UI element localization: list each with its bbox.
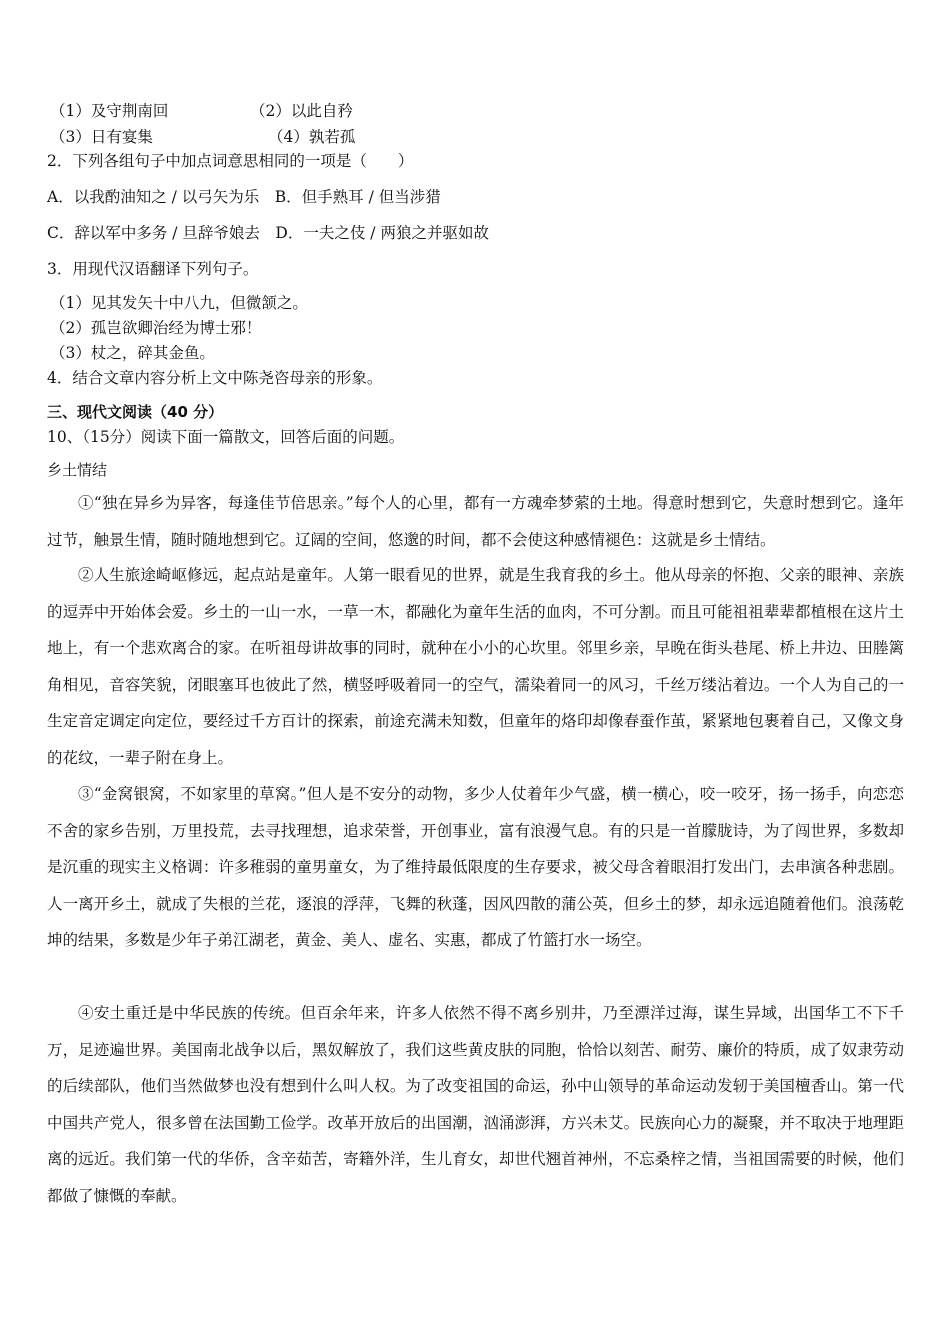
q1-option-4: （4）孰若孤 <box>268 128 356 146</box>
essay-paragraph-1: ①“独在异乡为异客，每逢佳节倍思亲。”每个人的心里，都有一方魂牵梦萦的土地。得意时想到它，失意时想到它。逢年过节，触景生情，随时随地想到它。辽阔的空间，悠邈的时间，都不会使这种感情褪色：这就是乡土情结。 <box>47 494 904 549</box>
essay-title: 乡土情结 <box>47 461 108 479</box>
q3-item-2: （2）孤岂欲卿治经为博士邪！ <box>50 319 262 337</box>
q3-item-3: （3）杖之，碎其金鱼。 <box>50 344 215 362</box>
essay-paragraph-4: ④安土重迁是中华民族的传统。但百余年来，许多人依然不得不离乡别井，乃至漂洋过海，谋生异域，出国华工不下千万，足迹遍世界。美国南北战争以后，黑奴解放了，我们这些黄皮肤的同胞，恰恰以刻苦、耐劳、廉价的特质，成了奴隶劳动的后续部队，他们当然做梦也没有想到什么叫人权。为了改变祖国的命运，孙中山领导的革命运动发轫于美国檀香山。第一代中国共产党人，很多曾在法国勤工俭学。改革开放后的出国潮，汹涌澎湃，方兴未艾。民族向心力的凝聚，并不取决于地理距离的远近。我们第一代的华侨，含辛茹苦，寄籍外洋，生儿育女，却世代翘首神州，不忘桑梓之情，当祖国需要的时候，他们都做了慷慨的奉献。 <box>47 1004 904 1205</box>
q2-stem: 2．下列各组句子中加点词意思相同的一项是（ ） <box>47 152 414 170</box>
q2-options-ab: A．以我酌油知之 / 以弓矢为乐 B．但手熟耳 / 但当涉猎 <box>47 188 441 206</box>
q1-option-2: （2）以此自矜 <box>250 102 353 120</box>
section-heading: 三、现代文阅读（40 分） <box>47 403 224 421</box>
q1-option-1: （1）及守荆南回 <box>50 102 169 120</box>
q3-item-1: （1）见其发矢十中八九，但微颔之。 <box>50 294 308 312</box>
q2-options-cd: C．辞以军中多务 / 旦辞爷娘去 D．一夫之伎 / 两狼之并驱如故 <box>47 224 489 242</box>
q4-stem: 4．结合文章内容分析上文中陈尧咨母亲的形象。 <box>47 369 383 387</box>
q10-instruction: 10、（15分）阅读下面一篇散文，回答后面的问题。 <box>47 428 405 446</box>
q3-stem: 3．用现代汉语翻译下列句子。 <box>47 260 259 278</box>
q1-option-3: （3）日有宴集 <box>50 128 153 146</box>
essay-paragraph-2: ②人生旅途崎岖修远，起点站是童年。人第一眼看见的世界，就是生我育我的乡土。他从母亲的怀抱、父亲的眼神、亲族的逗弄中开始体会爱。乡土的一山一水，一草一木，都融化为童年生活的血肉，不可分割。而且可能祖祖辈辈都植根在这片土地上，有一个悲欢离合的家。在听祖母讲故事的同时，就种在小小的心坎里。邻里乡亲，早晚在街头巷尾、桥上井边、田塍篱角相见，音容笑貌，闭眼塞耳也彼此了然，横竖呼吸着同一的空气，濡染着同一的风习，千丝万缕沾着边。一个人为自己的一生定音定调定向定位，要经过千方百计的探索，前途充满未知数，但童年的烙印却像春蚕作茧，紧紧地包裹着自己，又像文身的花纹，一辈子附在身上。 <box>47 566 904 767</box>
essay-paragraph-3: ③“金窝银窝，不如家里的草窝。”但人是不安分的动物，多少人仗着年少气盛，横一横心，咬一咬牙，扬一扬手，向恋恋不舍的家乡告别，万里投荒，去寻找理想，追求荣誉，开创事业，富有浪漫气息。有的只是一首朦胧诗，为了闯世界，多数却是沉重的现实主义格调：许多稚弱的童男童女，为了维持最低限度的生存要求，被父母含着眼泪打发出门，去串演各种悲剧。人一离开乡土，就成了失根的兰花，逐浪的浮萍，飞舞的秋蓬，因风四散的蒲公英，但乡土的梦，却永远追随着他们。浪荡乾坤的结果，多数是少年子弟江湖老，黄金、美人、虚名、实惠，都成了竹篮打水一场空。 <box>47 785 904 949</box>
